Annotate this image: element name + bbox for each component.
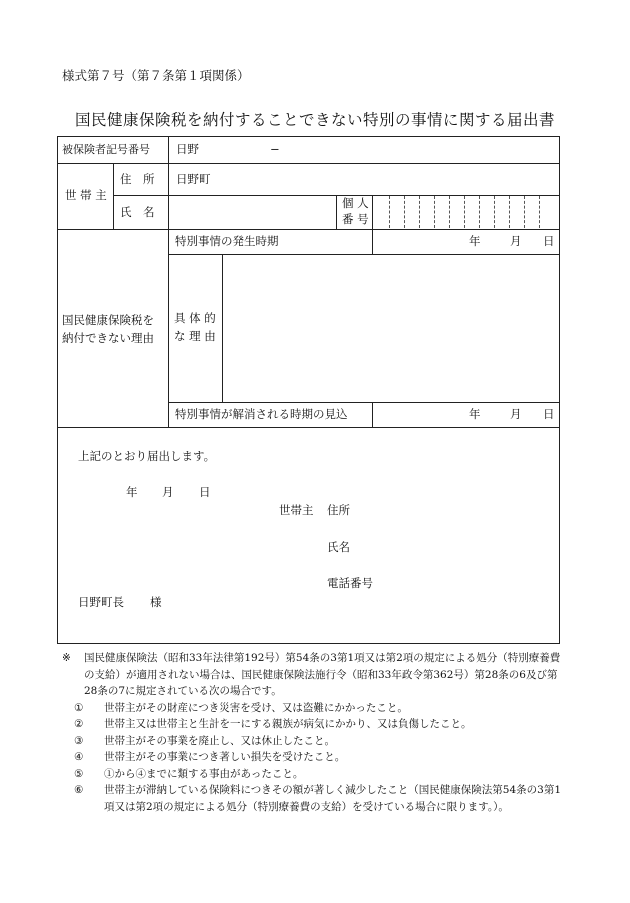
col-divider — [113, 163, 114, 229]
reason-label: 国民健康保険税を納付できない理由 — [62, 313, 154, 345]
col-divider — [168, 163, 169, 229]
resolution-year: 年 — [469, 407, 481, 421]
col-divider — [372, 195, 373, 229]
col-divider — [372, 402, 373, 427]
insured-number-dash: − — [270, 142, 280, 156]
declaration-statement: 上記のとおり届出します。 — [78, 449, 216, 463]
householder-signature-label: 世帯主 — [279, 503, 314, 517]
note-item-number: ① — [74, 701, 84, 714]
note-item-number: ③ — [74, 734, 84, 747]
note-item — [74, 782, 570, 815]
addressee: 日野町長 — [78, 595, 124, 609]
declaration-month: 月 — [162, 485, 174, 499]
signature-name-label: 氏名 — [327, 540, 350, 554]
address-value: 日野町 — [176, 172, 211, 186]
signature-address-label: 住所 — [327, 503, 350, 517]
householder-label: 世 帯 主 — [65, 188, 107, 202]
row-divider — [168, 402, 559, 403]
note-item-text: 世帯主又は世帯主と生計を一にする親族が病気にかかり、又は負傷したこと。 — [104, 718, 472, 730]
personal-number-cell-divider — [539, 196, 540, 228]
specific-reason-label: 具 体 的 な 理 由 — [174, 311, 216, 343]
col-divider — [336, 195, 337, 229]
personal-number-cell-divider — [449, 196, 450, 228]
note-item — [74, 766, 570, 783]
col-divider — [372, 229, 373, 254]
occurrence-day: 日 — [543, 234, 555, 248]
note-item-number: ⑥ — [74, 784, 84, 796]
personal-number-cell-divider — [464, 196, 465, 228]
note-item-number: ⑤ — [74, 767, 84, 780]
insured-number-prefix: 日野 — [176, 142, 199, 156]
row-divider — [58, 427, 559, 428]
personal-number-cell-divider — [389, 196, 390, 228]
occurrence-label: 特別事情の発生時期 — [175, 234, 279, 248]
resolution-day: 日 — [543, 407, 555, 421]
col-divider — [168, 229, 169, 427]
personal-number-label: 個 人 — [342, 196, 369, 210]
row-divider — [58, 229, 559, 230]
notes-intro — [62, 650, 570, 700]
personal-number-cell-divider — [434, 196, 435, 228]
notification-form — [57, 136, 560, 644]
note-item-text: 世帯主がその事業を廃止し、又は休止したこと。 — [104, 734, 335, 747]
note-item-text: 世帯主がその財産につき災害を受け、又は盗難にかかったこと。 — [104, 701, 408, 714]
occurrence-month: 月 — [510, 234, 522, 248]
note-item-number: ④ — [74, 751, 84, 763]
personal-number-cell-divider — [524, 196, 525, 228]
personal-number-cell-divider — [404, 196, 405, 228]
personal-number-cell-divider — [419, 196, 420, 228]
personal-number-cell-divider — [509, 196, 510, 228]
personal-number-cell-divider — [479, 196, 480, 228]
note-item — [74, 749, 570, 766]
document-title: 国民健康保険税を納付することできない特別の事情に関する届出書 — [74, 111, 555, 129]
declaration-day: 日 — [199, 485, 211, 499]
signature-phone-label: 電話番号 — [327, 576, 373, 590]
declaration-year: 年 — [126, 485, 138, 499]
note-mark: ※ — [62, 652, 71, 664]
note-item-text: 世帯主が滞納している保険料につきその額が著しく減少したこと（国民健康保険法第54条の3第1項又は第2項の規定による処分（特別療養費の支給）を受けている場合に限ります。）。 — [104, 784, 562, 813]
form-number: 様式第７号（第７条第１項関係） — [62, 68, 250, 83]
note-item — [74, 733, 570, 750]
resolution-label: 特別事情が解消される時期の見込 — [175, 407, 348, 421]
resolution-month: 月 — [510, 407, 522, 421]
note-item — [74, 716, 570, 733]
personal-number-cell-divider — [494, 196, 495, 228]
col-divider — [222, 254, 223, 402]
insured-number-label: 被保険者記号番号 — [62, 143, 150, 156]
name-label: 氏 名 — [120, 205, 155, 219]
note-item-text: ①から④までに類する事由があったこと。 — [104, 767, 304, 780]
notes — [62, 650, 570, 815]
note-item-text: 世帯主がその事業につき著しい損失を受けたこと。 — [104, 751, 346, 763]
row-divider — [168, 254, 559, 255]
address-label: 住 所 — [120, 172, 155, 186]
row-divider — [58, 163, 559, 164]
personal-number-label: 番 号 — [342, 212, 369, 226]
notes-intro-text: 国民健康保険法（昭和33年法律第192号）第54条の3第1項又は第2項の規定による処分（特別療養費の支給）が適用されない場合は、国民健康保険法施行令（昭和33年政令第362号）第28条の6及び第28条の7に規定されている次の場合です。 — [84, 652, 561, 697]
occurrence-year: 年 — [469, 234, 481, 248]
note-item — [74, 700, 570, 717]
addressee-honorific: 様 — [150, 595, 162, 609]
note-item-number: ② — [74, 718, 84, 730]
col-divider — [168, 137, 169, 163]
